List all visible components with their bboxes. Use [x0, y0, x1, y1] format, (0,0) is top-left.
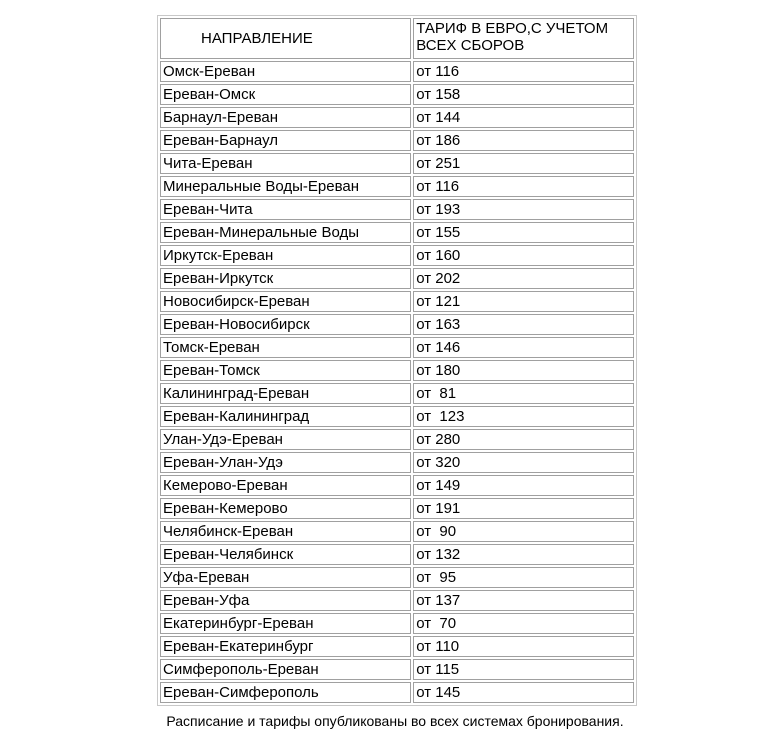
- route-cell: Ереван-Чита: [160, 199, 411, 220]
- route-cell: Ереван-Барнаул: [160, 130, 411, 151]
- table-row: [160, 153, 634, 174]
- tariff-table: [157, 15, 637, 706]
- price-cell: от 116: [413, 176, 634, 197]
- table-row: [160, 268, 634, 289]
- table-row: [160, 291, 634, 312]
- table-row: [160, 199, 634, 220]
- table-row: [160, 544, 634, 565]
- route-cell: Иркутск-Ереван: [160, 245, 411, 266]
- table-row: [160, 406, 634, 427]
- price-cell: от 121: [413, 291, 634, 312]
- price-cell: от 251: [413, 153, 634, 174]
- route-cell: Кемерово-Ереван: [160, 475, 411, 496]
- footnote: Расписание и тарифы опубликованы во всех системах бронирования.: [166, 713, 624, 729]
- table-row: [160, 176, 634, 197]
- table-row: [160, 498, 634, 519]
- table-row: [160, 636, 634, 657]
- price-cell: от 137: [413, 590, 634, 611]
- price-cell: от 155: [413, 222, 634, 243]
- price-cell: от 149: [413, 475, 634, 496]
- price-cell: от 160: [413, 245, 634, 266]
- price-cell: от 115: [413, 659, 634, 680]
- table-row: [160, 383, 634, 404]
- route-cell: Ереван-Томск: [160, 360, 411, 381]
- table-row: [160, 314, 634, 335]
- price-cell: от 193: [413, 199, 634, 220]
- price-cell: от 186: [413, 130, 634, 151]
- table-row: [160, 659, 634, 680]
- route-cell: Новосибирск-Ереван: [160, 291, 411, 312]
- route-cell: Улан-Удэ-Ереван: [160, 429, 411, 450]
- route-cell: Уфа-Ереван: [160, 567, 411, 588]
- route-cell: Ереван-Новосибирск: [160, 314, 411, 335]
- table-row: [160, 682, 634, 703]
- table-row: [160, 61, 634, 82]
- table-row: [160, 567, 634, 588]
- route-cell: Ереван-Омск: [160, 84, 411, 105]
- price-cell: от 191: [413, 498, 634, 519]
- tariff-table-body: [160, 18, 634, 703]
- price-cell: от 158: [413, 84, 634, 105]
- route-cell: Омск-Ереван: [160, 61, 411, 82]
- route-cell: Минеральные Воды-Ереван: [160, 176, 411, 197]
- table-row: [160, 475, 634, 496]
- table-row: [160, 245, 634, 266]
- table-row: [160, 613, 634, 634]
- route-cell: Чита-Ереван: [160, 153, 411, 174]
- route-cell: Ереван-Челябинск: [160, 544, 411, 565]
- route-cell: Ереван-Улан-Удэ: [160, 452, 411, 473]
- price-cell: от 70: [413, 613, 634, 634]
- route-cell: Челябинск-Ереван: [160, 521, 411, 542]
- table-row: [160, 84, 634, 105]
- price-cell: от 145: [413, 682, 634, 703]
- price-cell: от 180: [413, 360, 634, 381]
- route-cell: Ереван-Симферополь: [160, 682, 411, 703]
- header-direction: НАПРАВЛЕНИЕ: [160, 18, 411, 59]
- price-cell: от 81: [413, 383, 634, 404]
- route-cell: Ереван-Кемерово: [160, 498, 411, 519]
- route-cell: Ереван-Иркутск: [160, 268, 411, 289]
- price-cell: от 280: [413, 429, 634, 450]
- route-cell: Симферополь-Ереван: [160, 659, 411, 680]
- route-cell: Калининград-Ереван: [160, 383, 411, 404]
- price-cell: от 202: [413, 268, 634, 289]
- price-cell: от 144: [413, 107, 634, 128]
- route-cell: Ереван-Екатеринбург: [160, 636, 411, 657]
- table-header-row: [160, 18, 634, 59]
- price-cell: от 110: [413, 636, 634, 657]
- price-cell: от 320: [413, 452, 634, 473]
- table-row: [160, 360, 634, 381]
- table-row: [160, 107, 634, 128]
- table-row: [160, 452, 634, 473]
- price-cell: от 123: [413, 406, 634, 427]
- route-cell: Ереван-Минеральные Воды: [160, 222, 411, 243]
- route-cell: Ереван-Уфа: [160, 590, 411, 611]
- table-row: [160, 521, 634, 542]
- route-cell: Томск-Ереван: [160, 337, 411, 358]
- price-cell: от 95: [413, 567, 634, 588]
- price-cell: от 116: [413, 61, 634, 82]
- price-cell: от 163: [413, 314, 634, 335]
- table-row: [160, 130, 634, 151]
- header-tariff: ТАРИФ В ЕВРО,С УЧЕТОМ ВСЕХ СБОРОВ: [413, 18, 634, 59]
- table-row: [160, 590, 634, 611]
- route-cell: Екатеринбург-Ереван: [160, 613, 411, 634]
- price-cell: от 90: [413, 521, 634, 542]
- route-cell: Ереван-Калининград: [160, 406, 411, 427]
- table-row: [160, 337, 634, 358]
- route-cell: Барнаул-Ереван: [160, 107, 411, 128]
- price-cell: от 146: [413, 337, 634, 358]
- table-row: [160, 222, 634, 243]
- price-cell: от 132: [413, 544, 634, 565]
- table-row: [160, 429, 634, 450]
